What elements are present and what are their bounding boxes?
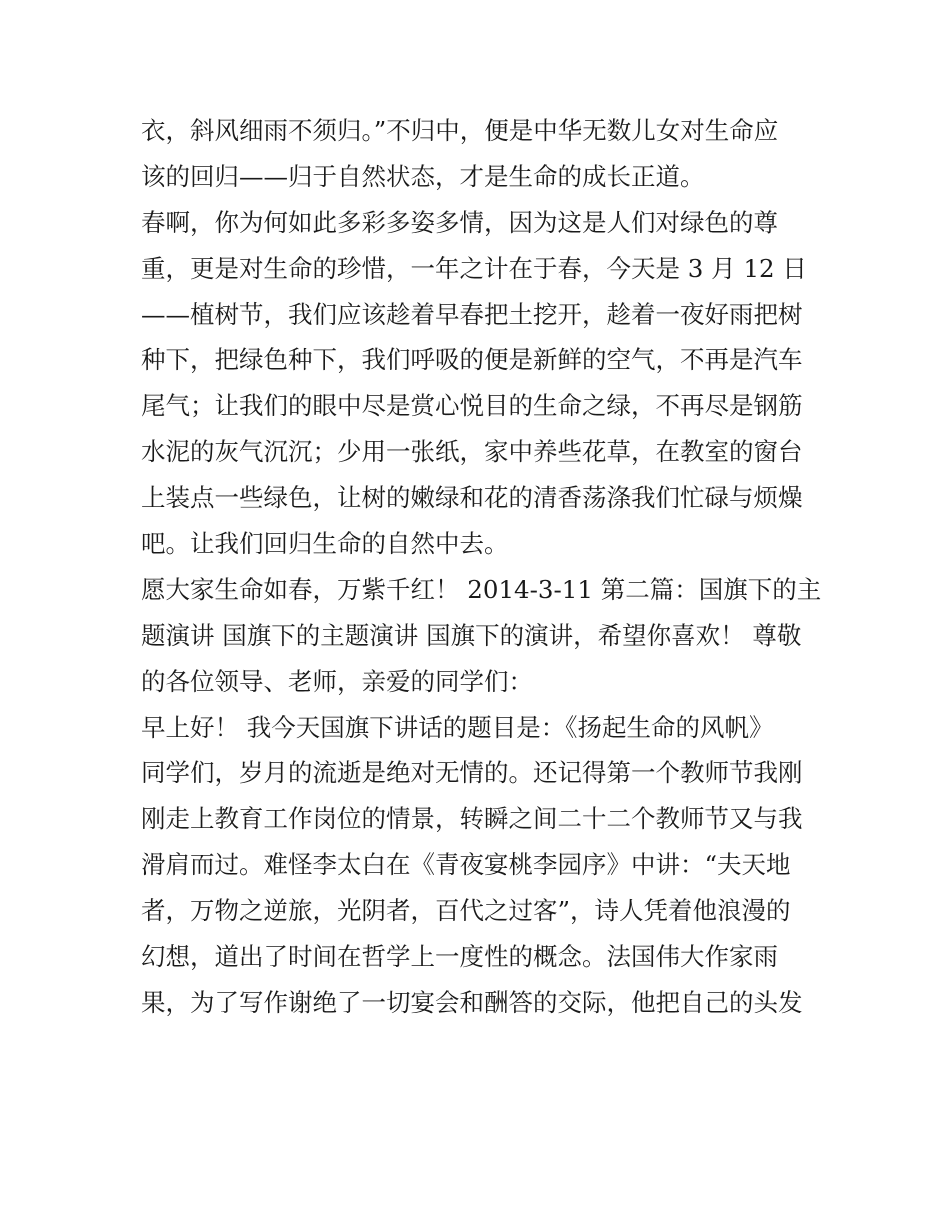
text-line: 早上好！ 我今天国旗下讲话的题目是：《扬起生命的风帆》 <box>141 712 774 742</box>
text-line: 者，万物之逆旅，光阴者，百代之过客”，诗人凭着他浪漫的 <box>141 896 791 926</box>
body-text <box>141 108 821 1026</box>
text-line: 幻想，道出了时间在哲学上一度性的概念。法国伟大作家雨 <box>141 942 778 972</box>
text-line: 滑肩而过。难怪李太白在《青夜宴桃李园序》中讲：“夫天地 <box>141 850 791 880</box>
text-line: 春啊，你为何如此多彩多姿多情，因为这是人们对绿色的尊 <box>141 207 778 237</box>
text-line: 种下，把绿色种下，我们呼吸的便是新鲜的空气，不再是汽车 <box>141 345 803 375</box>
text-line: 该的回归——归于自然状态，才是生命的成长正道。 <box>141 161 705 191</box>
text-line: 的各位领导、老师，亲爱的同学们： <box>141 666 533 696</box>
text-line: 重，更是对生命的珍惜，一年之计在于春，今天是 3 月 12 日 <box>141 253 807 283</box>
text-line: 尾气；让我们的眼中尽是赏心悦目的生命之绿，不再尽是钢筋 <box>141 391 803 421</box>
text-line: 吧。让我们回归生命的自然中去。 <box>141 529 509 559</box>
text-line: 刚走上教育工作岗位的情景，转瞬之间二十二个教师节又与我 <box>141 804 803 834</box>
text-line: 上装点一些绿色，让树的嫩绿和花的清香荡涤我们忙碌与烦燥 <box>141 483 803 513</box>
text-line: 愿大家生命如春，万紫千红！ 2014-3-11 第二篇：国旗下的主 <box>141 574 822 604</box>
text-line: 同学们，岁月的流逝是绝对无情的。还记得第一个教师节我刚 <box>141 758 803 788</box>
text-line: 题演讲 国旗下的主题演讲 国旗下的演讲，希望你喜欢！ 尊敬 <box>141 620 802 650</box>
text-line: ——植树节，我们应该趁着早春把土挖开，趁着一夜好雨把树 <box>141 299 803 329</box>
text-line: 衣，斜风细雨不须归。”不归中，便是中华无数儿女对生命应 <box>141 116 779 145</box>
text-line: 果，为了写作谢绝了一切宴会和酬答的交际，他把自己的头发 <box>141 987 803 1017</box>
text-line: 水泥的灰气沉沉；少用一张纸，家中养些花草，在教室的窗台 <box>141 437 803 467</box>
